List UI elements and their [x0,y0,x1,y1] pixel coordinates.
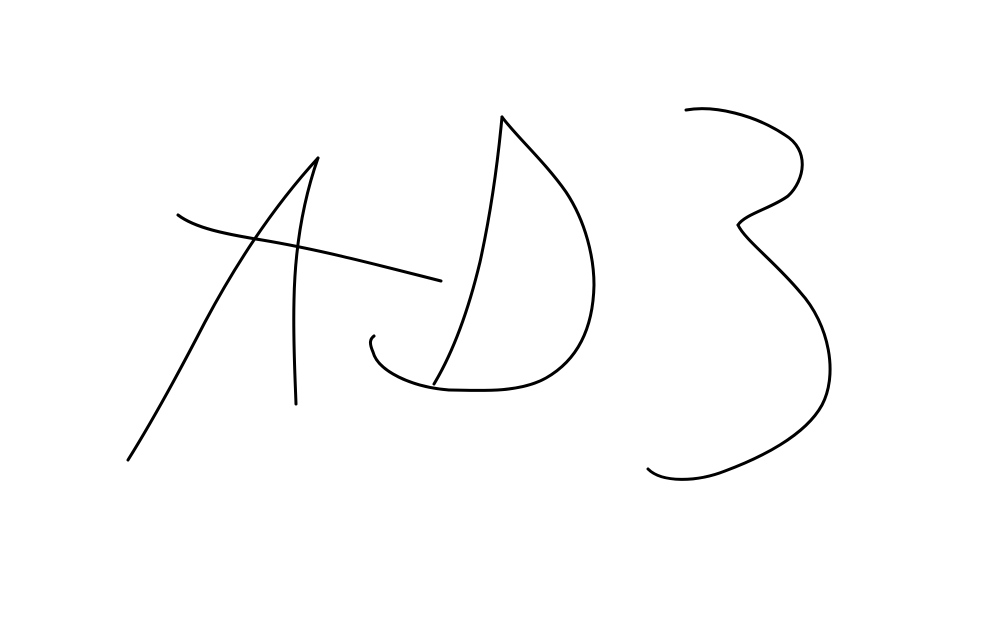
glyph-b-lower-curve [648,225,830,479]
glyph-a-left-stroke [128,158,318,460]
glyph-a-right-stroke [294,158,318,404]
glyph-d [370,117,594,391]
glyph-a [128,158,441,460]
glyph-d-stem [434,117,502,384]
glyph-b-upper-curve [686,109,802,225]
glyph-a-crossbar [178,215,441,281]
glyph-b [648,109,830,480]
